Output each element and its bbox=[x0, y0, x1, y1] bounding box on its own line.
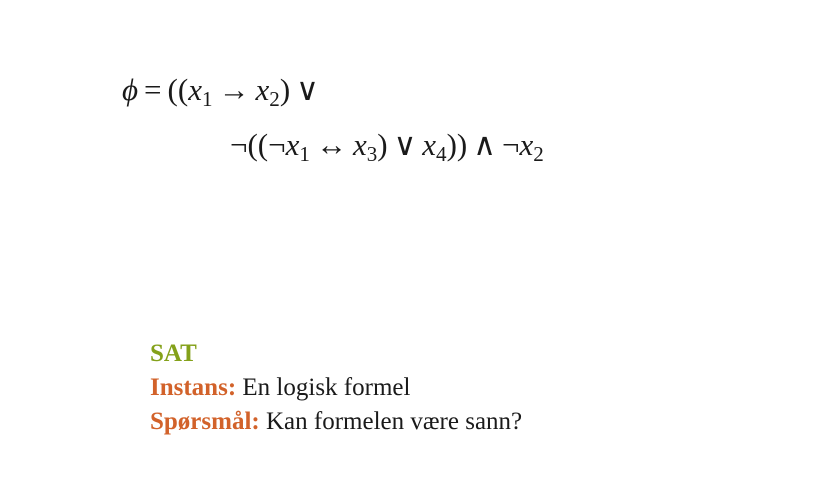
variable-x2: x bbox=[519, 127, 534, 162]
close-parens: )) bbox=[446, 127, 468, 162]
negation-symbol: ¬ bbox=[268, 127, 286, 162]
problem-definition bbox=[150, 337, 522, 439]
instance-line bbox=[150, 371, 522, 405]
question-label: Spørsmål: bbox=[150, 408, 260, 435]
phi-symbol: ϕ bbox=[122, 72, 139, 107]
close-paren: ) bbox=[377, 127, 388, 162]
implies-arrow: → bbox=[218, 72, 250, 107]
subscript-2: 2 bbox=[269, 86, 280, 111]
variable-x2: x bbox=[255, 72, 270, 107]
instance-label: Instans: bbox=[150, 374, 237, 401]
subscript-4: 4 bbox=[436, 141, 447, 166]
variable-x1: x bbox=[285, 127, 300, 162]
formula-line-1 bbox=[122, 74, 325, 110]
open-parens: (( bbox=[167, 72, 189, 107]
variable-x4: x bbox=[422, 127, 437, 162]
subscript-3: 3 bbox=[366, 141, 378, 166]
equals-symbol: = bbox=[144, 72, 162, 107]
formula-line-2 bbox=[230, 129, 544, 165]
subscript-2: 2 bbox=[533, 141, 544, 166]
negation-open-parens: ¬(( bbox=[230, 127, 269, 162]
subscript-1: 1 bbox=[201, 86, 213, 111]
problem-name: SAT bbox=[150, 340, 197, 367]
and-symbol: ∧ bbox=[473, 127, 496, 162]
subscript-1: 1 bbox=[299, 141, 310, 166]
or-symbol: ∨ bbox=[393, 127, 417, 162]
negation-symbol: ¬ bbox=[501, 127, 520, 162]
question-text: Kan formelen være sann? bbox=[265, 408, 523, 435]
or-symbol: ∨ bbox=[296, 72, 319, 107]
instance-text: En logisk formel bbox=[242, 374, 411, 401]
question-line bbox=[150, 405, 522, 439]
iff-arrow: ↔ bbox=[315, 127, 347, 162]
problem-name-line bbox=[150, 337, 522, 371]
variable-x3: x bbox=[352, 127, 367, 162]
variable-x1: x bbox=[188, 72, 202, 107]
close-paren: ) bbox=[279, 72, 291, 107]
